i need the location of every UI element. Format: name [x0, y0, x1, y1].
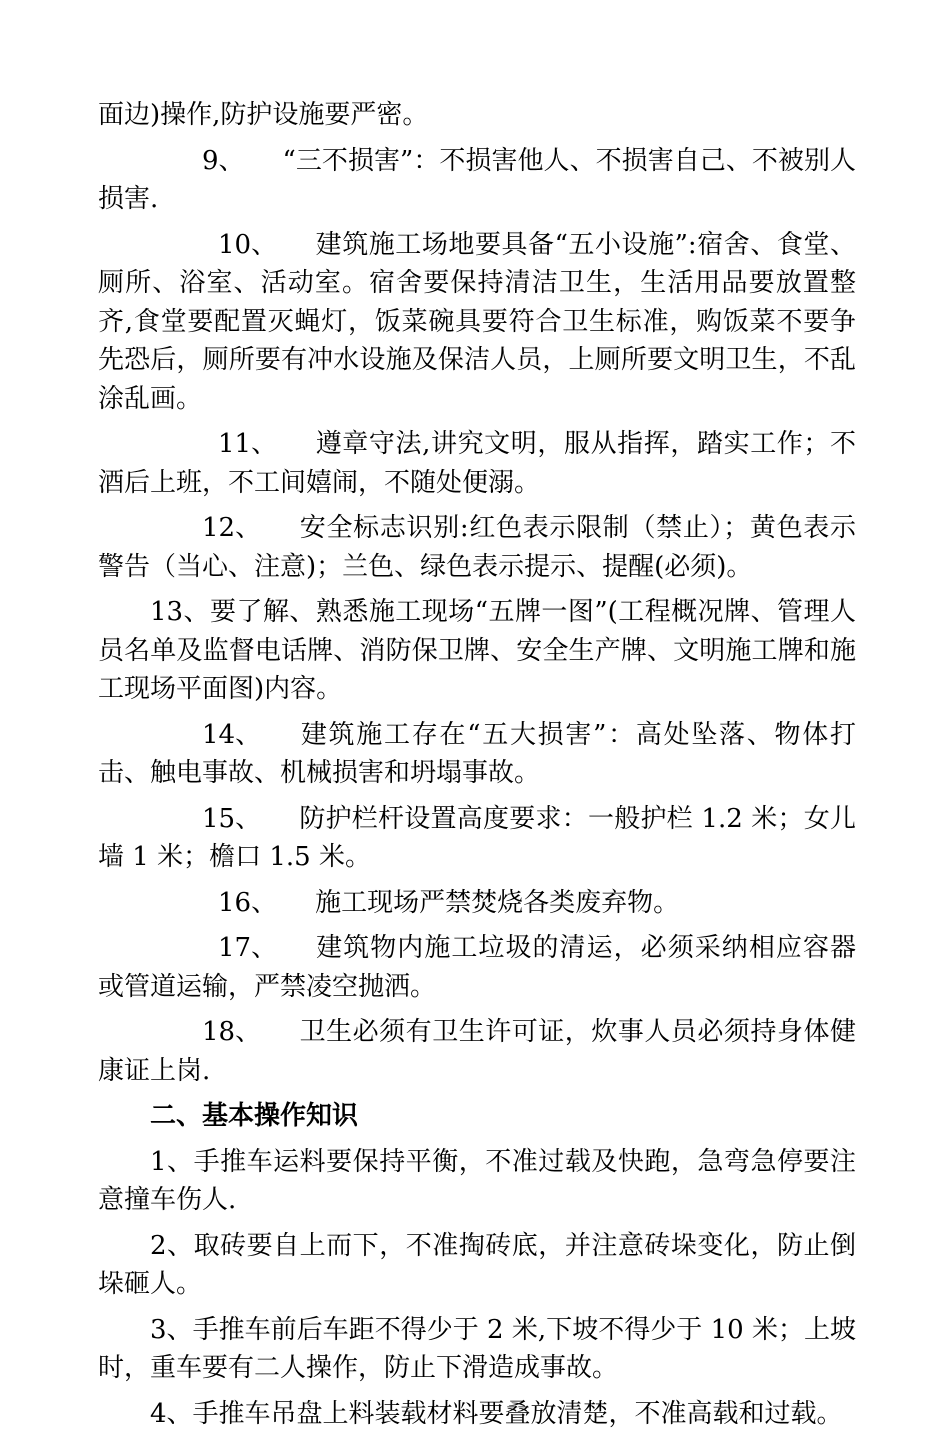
paragraph-text: 2、取砖要自上而下，不准掏砖底，并注意砖垛变化，防止倒垛砸人。 — [98, 1230, 856, 1299]
item-number: 17、 — [218, 933, 278, 963]
paragraph-text: 1、手推车运料要保持平衡，不准过载及快跑，急弯急停要注意撞车伤人. — [98, 1146, 856, 1215]
paragraph-op-3 — [98, 1311, 856, 1388]
paragraph-text: 面边)操作,防护设施要严密。 — [98, 100, 429, 130]
paragraph-item-9 — [98, 142, 856, 219]
paragraph-text: 3、手推车前后车距不得少于 2 米,下坡不得少于 10 米；上坡时，重车要有二人操作，防止下滑造成事故。 — [98, 1314, 856, 1383]
document-body — [98, 96, 856, 1440]
paragraph-text: 13、要了解、熟悉施工现场“五牌一图”(工程概况牌、管理人员名单及监督电话牌、消防保卫牌、安全生产牌、文明施工牌和施工现场平面图)内容。 — [98, 597, 856, 704]
paragraph-text: 遵章守法,讲究文明，服从指挥，踏实工作；不酒后上班，不工间嬉闹，不随处便溺。 — [98, 429, 856, 498]
paragraph-item-13 — [98, 593, 856, 709]
paragraph-text: 4、手推车吊盘上料装载材料要叠放清楚，不准高载和过载。 — [150, 1398, 843, 1429]
paragraph-op-2 — [98, 1227, 856, 1304]
item-number: 12、 — [202, 513, 262, 543]
paragraph-text: “三不损害”：不损害他人、不损害自己、不被别人损害. — [98, 145, 856, 214]
paragraph-op-1 — [98, 1143, 856, 1220]
paragraph-text: 施工现场严禁焚烧各类废弃物。 — [315, 887, 680, 918]
paragraph-item-16 — [98, 884, 856, 923]
item-number: 16、 — [218, 887, 278, 918]
paragraph-text: 卫生必须有卫生许可证，炊事人员必须持身体健康证上岗. — [98, 1017, 856, 1086]
paragraph-item-12 — [98, 509, 856, 586]
item-number: 18、 — [202, 1017, 262, 1047]
paragraph-text: 建筑施工存在“五大损害”：高处坠落、物体打击、触电事故、机械损害和坍塌事故。 — [98, 719, 856, 788]
paragraph-item-18 — [98, 1013, 856, 1090]
paragraph-continued — [98, 96, 856, 135]
paragraph-text: 防护栏杆设置高度要求：一般护栏 1.2 米；女儿墙 1 米；檐口 1.5 米。 — [98, 803, 856, 872]
paragraph-text: 建筑物内施工垃圾的清运，必须采纳相应容器或管道运输，严禁凌空抛洒。 — [98, 933, 856, 1002]
paragraph-item-14 — [98, 716, 856, 793]
paragraph-item-17 — [98, 929, 856, 1006]
paragraph-text: 安全标志识别:红色表示限制（禁止）；黄色表示警告（当心、注意)；兰色、绿色表示提示、提醒(必须)。 — [98, 513, 856, 582]
item-number: 9、 — [202, 145, 245, 176]
item-number: 10、 — [218, 229, 278, 260]
item-number: 14、 — [202, 719, 262, 750]
paragraph-item-11 — [98, 425, 856, 502]
paragraph-op-4 — [98, 1395, 856, 1434]
paragraph-item-10 — [98, 226, 856, 419]
item-number: 11、 — [218, 429, 278, 459]
item-number: 15、 — [202, 803, 262, 834]
section-heading: 二、基本操作知识 — [150, 1101, 359, 1131]
paragraph-text: 建筑施工场地要具备“五小设施”:宿舍、食堂、厕所、浴室、活动室。宿舍要保持清洁卫生，生活用品要放置整齐,食堂要配置灭蝇灯，饭菜碗具要符合卫生标准，购饭菜不要争先恐后，厕所要有冲水设施及保洁人员，上厕所要文明卫生，不乱涂乱画。 — [98, 229, 856, 414]
paragraph-item-15 — [98, 800, 856, 877]
